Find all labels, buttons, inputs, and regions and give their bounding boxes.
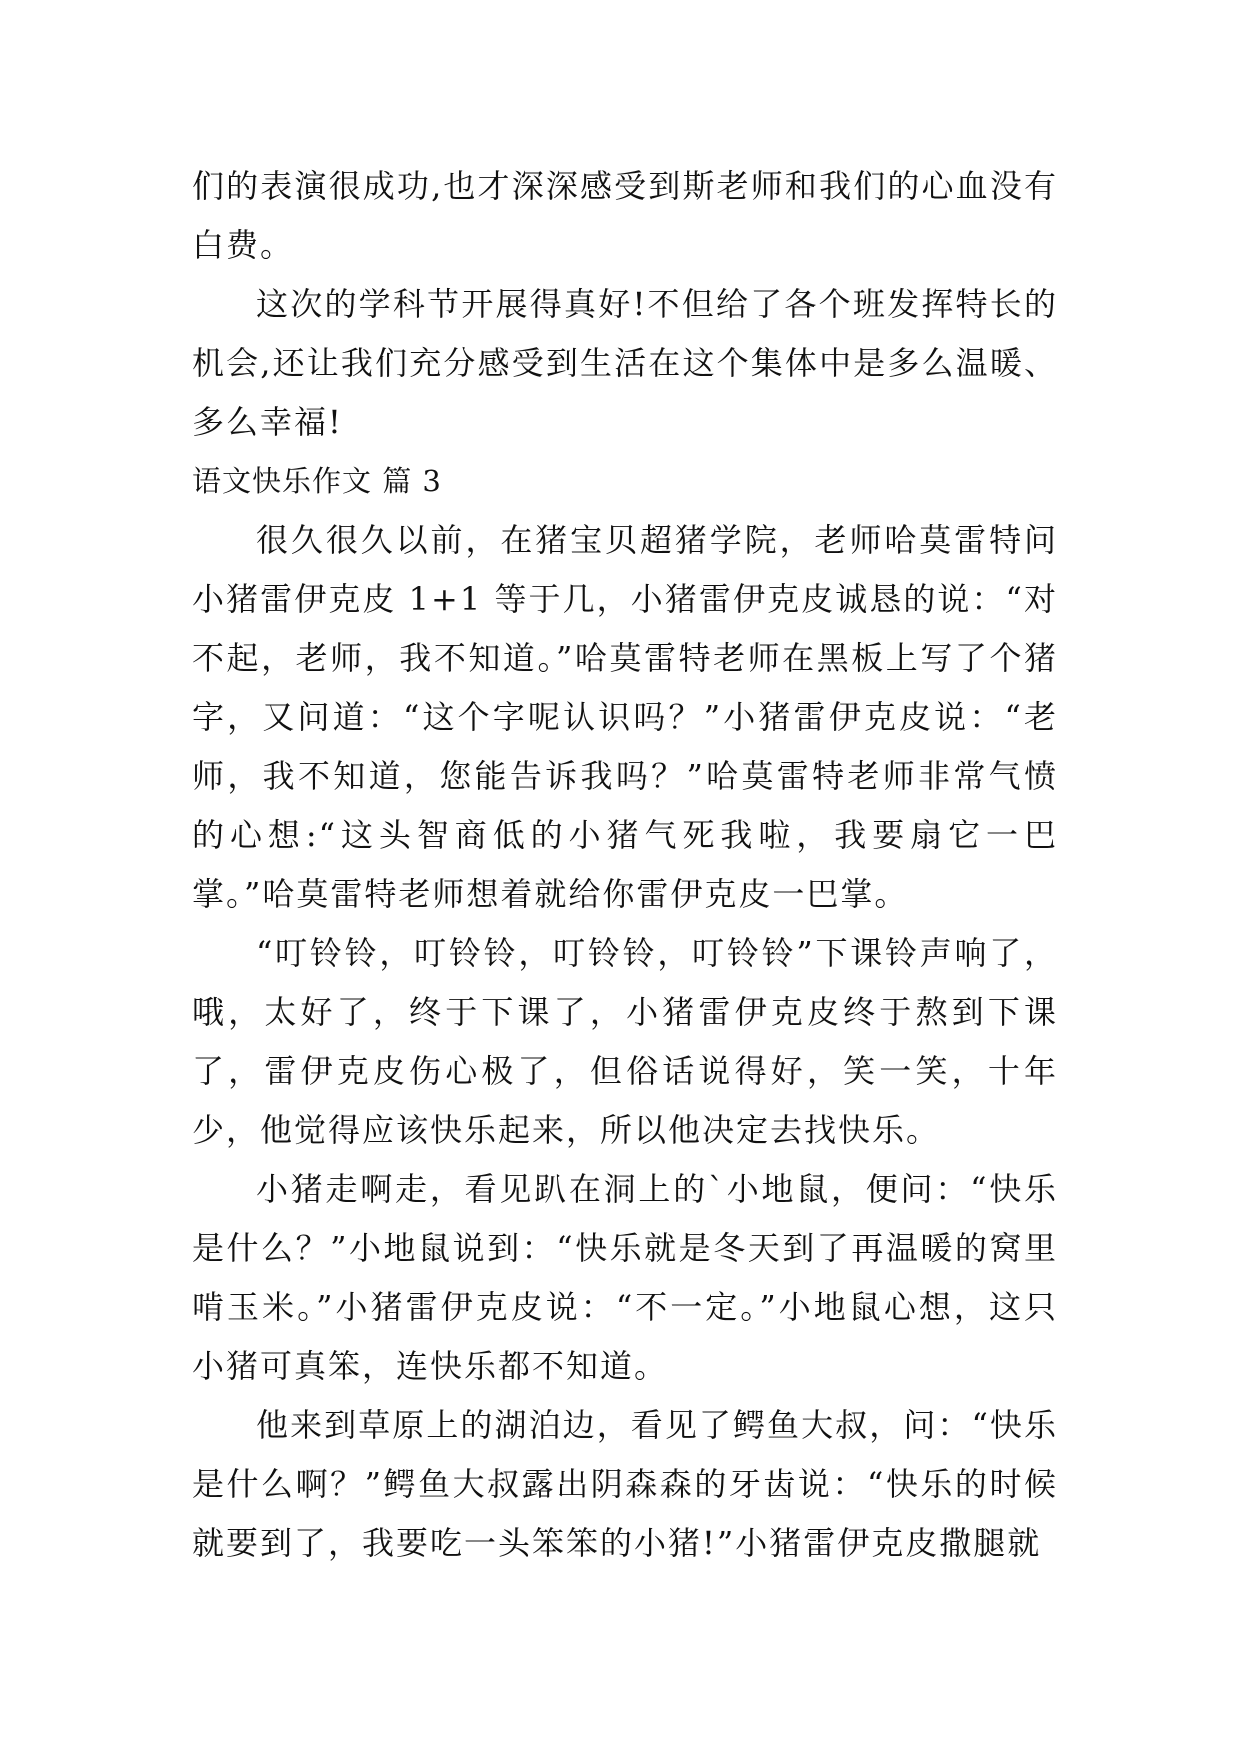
section-heading: 语文快乐作文 篇 3 <box>192 464 442 498</box>
paragraph-bell: “叮铃铃，叮铃铃，叮铃铃，叮铃铃”下课铃声响了，哦，太好了，终于下课了，小猪雷伊克皮终于熬到下课了，雷伊克皮伤心极了，但俗话说得好，笑一笑，十年少，他觉得应该快乐起来，所以他决定去找快乐。 <box>192 934 1058 1149</box>
document-body <box>192 157 1058 1573</box>
paragraph-crocodile: 他来到草原上的湖泊边，看见了鳄鱼大叔，问：“快乐是什么啊？”鳄鱼大叔露出阴森森的牙齿说：“快乐的时候就要到了，我要吃一头笨笨的小猪!”小猪雷伊克皮撒腿就 <box>192 1406 1058 1562</box>
paragraph-conclusion: 这次的学科节开展得真好!不但给了各个班发挥特长的机会,还让我们充分感受到生活在这个集体中是多么温暖、多么幸福! <box>192 285 1058 441</box>
paragraph-story-intro: 很久很久以前，在猪宝贝超猪学院，老师哈莫雷特问小猪雷伊克皮 1+1 等于几，小猪雷伊克皮诚恳的说：“对不起，老师，我不知道。”哈莫雷特老师在黑板上写了个猪字，又问道：“这个字呢认识吗？”小猪雷伊克皮说：“老师，我不知道，您能告诉我吗？”哈莫雷特老师非常气愤的心想:“这头智商低的小猪气死我啦，我要扇它一巴掌。”哈莫雷特老师想着就给你雷伊克皮一巴掌。 <box>192 521 1058 913</box>
paragraph-mole: 小猪走啊走，看见趴在洞上的`小地鼠，便问：“快乐是什么？”小地鼠说到：“快乐就是冬天到了再温暖的窝里啃玉米。”小猪雷伊克皮说：“不一定。”小地鼠心想，这只小猪可真笨，连快乐都不知道。 <box>192 1170 1058 1385</box>
paragraph-continued: 们的表演很成功,也才深深感受到斯老师和我们的心血没有白费。 <box>192 167 1058 264</box>
